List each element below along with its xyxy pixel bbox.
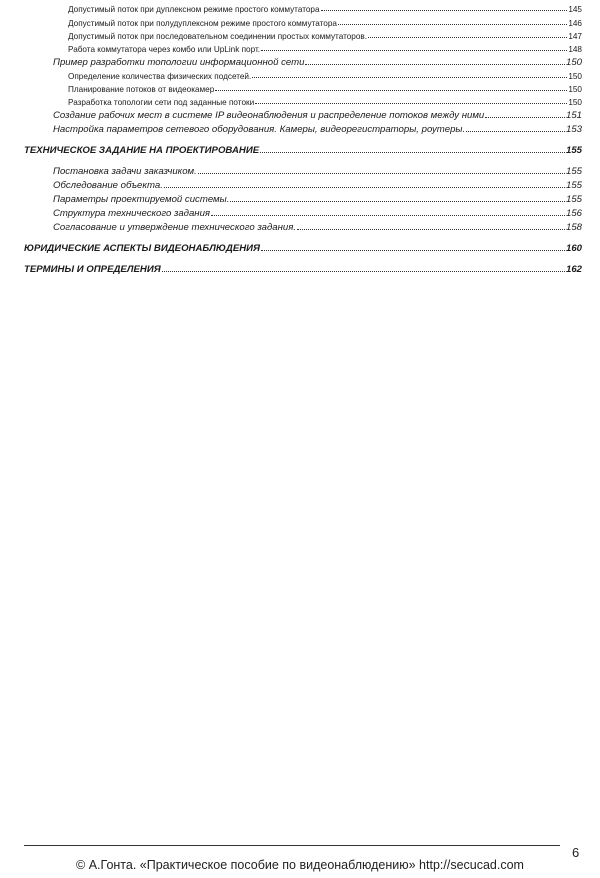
toc-entry-title: ТЕХНИЧЕСКОЕ ЗАДАНИЕ НА ПРОЕКТИРОВАНИЕ xyxy=(24,145,260,156)
toc-leader-dots xyxy=(255,103,567,104)
toc-entry-page: 150 xyxy=(568,85,582,94)
toc-leader-dots xyxy=(261,250,565,251)
toc-entry[interactable] xyxy=(53,110,582,121)
footer-copyright: © А.Гонта. «Практическое пособие по видеонаблюдению» http://secucad.com xyxy=(76,858,524,872)
toc-entry-page: 155 xyxy=(565,145,582,156)
toc-entry-title: Обследование объекта. xyxy=(53,180,163,191)
toc-entry-page: 151 xyxy=(565,110,582,121)
toc-leader-dots xyxy=(211,215,565,216)
toc-entry[interactable] xyxy=(68,98,582,107)
toc-entry-page: 153 xyxy=(565,124,582,135)
toc-entry-title: Параметры проектируемой системы. xyxy=(53,194,230,205)
toc-entry[interactable] xyxy=(24,243,582,254)
toc-entry-page: 155 xyxy=(565,194,582,205)
toc-entry-title: Допустимый поток при полудуплексном режиме простого коммутатора xyxy=(68,19,337,28)
toc-leader-dots xyxy=(338,24,567,25)
toc-entry[interactable] xyxy=(68,72,582,81)
toc-entry-page: 146 xyxy=(568,19,582,28)
toc-entry-page: 160 xyxy=(565,243,582,254)
toc-entry[interactable] xyxy=(53,166,582,177)
toc-leader-dots xyxy=(260,152,565,153)
toc-entry[interactable] xyxy=(53,208,582,219)
toc-entry[interactable] xyxy=(53,222,582,233)
toc-leader-dots xyxy=(485,117,565,118)
toc-entry[interactable] xyxy=(68,85,582,94)
toc-entry-title: Допустимый поток при последовательном соединении простых коммутаторов. xyxy=(68,32,368,41)
toc-entry-page: 155 xyxy=(565,180,582,191)
toc-entry-title: Пример разработки топологии информационной сети xyxy=(53,57,305,68)
toc-entry[interactable] xyxy=(24,145,582,156)
toc-leader-dots xyxy=(297,229,565,230)
toc-entry-title: Создание рабочих мест в системе IP видеонаблюдения и распределение потоков между ними xyxy=(53,110,485,121)
toc-entry-page: 155 xyxy=(565,166,582,177)
toc-entry[interactable] xyxy=(53,124,582,135)
toc-entry[interactable] xyxy=(24,264,582,275)
toc-leader-dots xyxy=(164,187,565,188)
toc-entry[interactable] xyxy=(53,180,582,191)
toc-leader-dots xyxy=(215,90,567,91)
toc-entry-title: Определение количества физических подсетей. xyxy=(68,72,252,81)
toc-entry-page: 156 xyxy=(565,208,582,219)
toc-entry-page: 150 xyxy=(568,72,582,81)
toc-entry-page: 150 xyxy=(565,57,582,68)
toc-entry-page: 150 xyxy=(568,98,582,107)
toc-entry-title: ТЕРМИНЫ И ОПРЕДЕЛЕНИЯ xyxy=(24,264,161,275)
toc-leader-dots xyxy=(252,77,567,78)
toc-entry[interactable] xyxy=(53,57,582,68)
toc-entry-title: Настройка параметров сетевого оборудования. Камеры, видеорегистраторы, роутеры. xyxy=(53,124,466,135)
toc-entry[interactable] xyxy=(53,194,582,205)
toc-leader-dots xyxy=(368,37,567,38)
toc-entry[interactable] xyxy=(68,5,582,14)
toc-leader-dots xyxy=(162,271,565,272)
toc-entry-page: 162 xyxy=(565,264,582,275)
toc-leader-dots xyxy=(305,64,565,65)
toc-leader-dots xyxy=(261,50,567,51)
toc-entry-page: 145 xyxy=(568,5,582,14)
toc-entry-title: Планирование потоков от видеокамер xyxy=(68,85,215,94)
toc-entry-page: 147 xyxy=(568,32,582,41)
toc-entry-page: 158 xyxy=(565,222,582,233)
toc-entry[interactable] xyxy=(68,19,582,28)
toc-entry[interactable] xyxy=(68,32,582,41)
toc-entry-title: ЮРИДИЧЕСКИЕ АСПЕКТЫ ВИДЕОНАБЛЮДЕНИЯ xyxy=(24,243,261,254)
toc-leader-dots xyxy=(230,201,565,202)
toc-entry-title: Разработка топологии сети под заданные потоки xyxy=(68,98,255,107)
toc-entry-page: 148 xyxy=(568,45,582,54)
toc-leader-dots xyxy=(466,131,565,132)
toc-entry-title: Постановка задачи заказчиком. xyxy=(53,166,197,177)
footer-divider xyxy=(24,845,560,846)
toc-entry-title: Согласование и утверждение технического задания. xyxy=(53,222,297,233)
page-number: 6 xyxy=(572,845,580,860)
toc-entry-title: Структура технического задания xyxy=(53,208,211,219)
toc-entry-title: Работа коммутатора через комбо или UpLink порт. xyxy=(68,45,261,54)
toc-leader-dots xyxy=(198,173,565,174)
toc-leader-dots xyxy=(321,10,568,11)
toc-entry[interactable] xyxy=(68,45,582,54)
toc-entry-title: Допустимый поток при дуплексном режиме простого коммутатора xyxy=(68,5,320,14)
